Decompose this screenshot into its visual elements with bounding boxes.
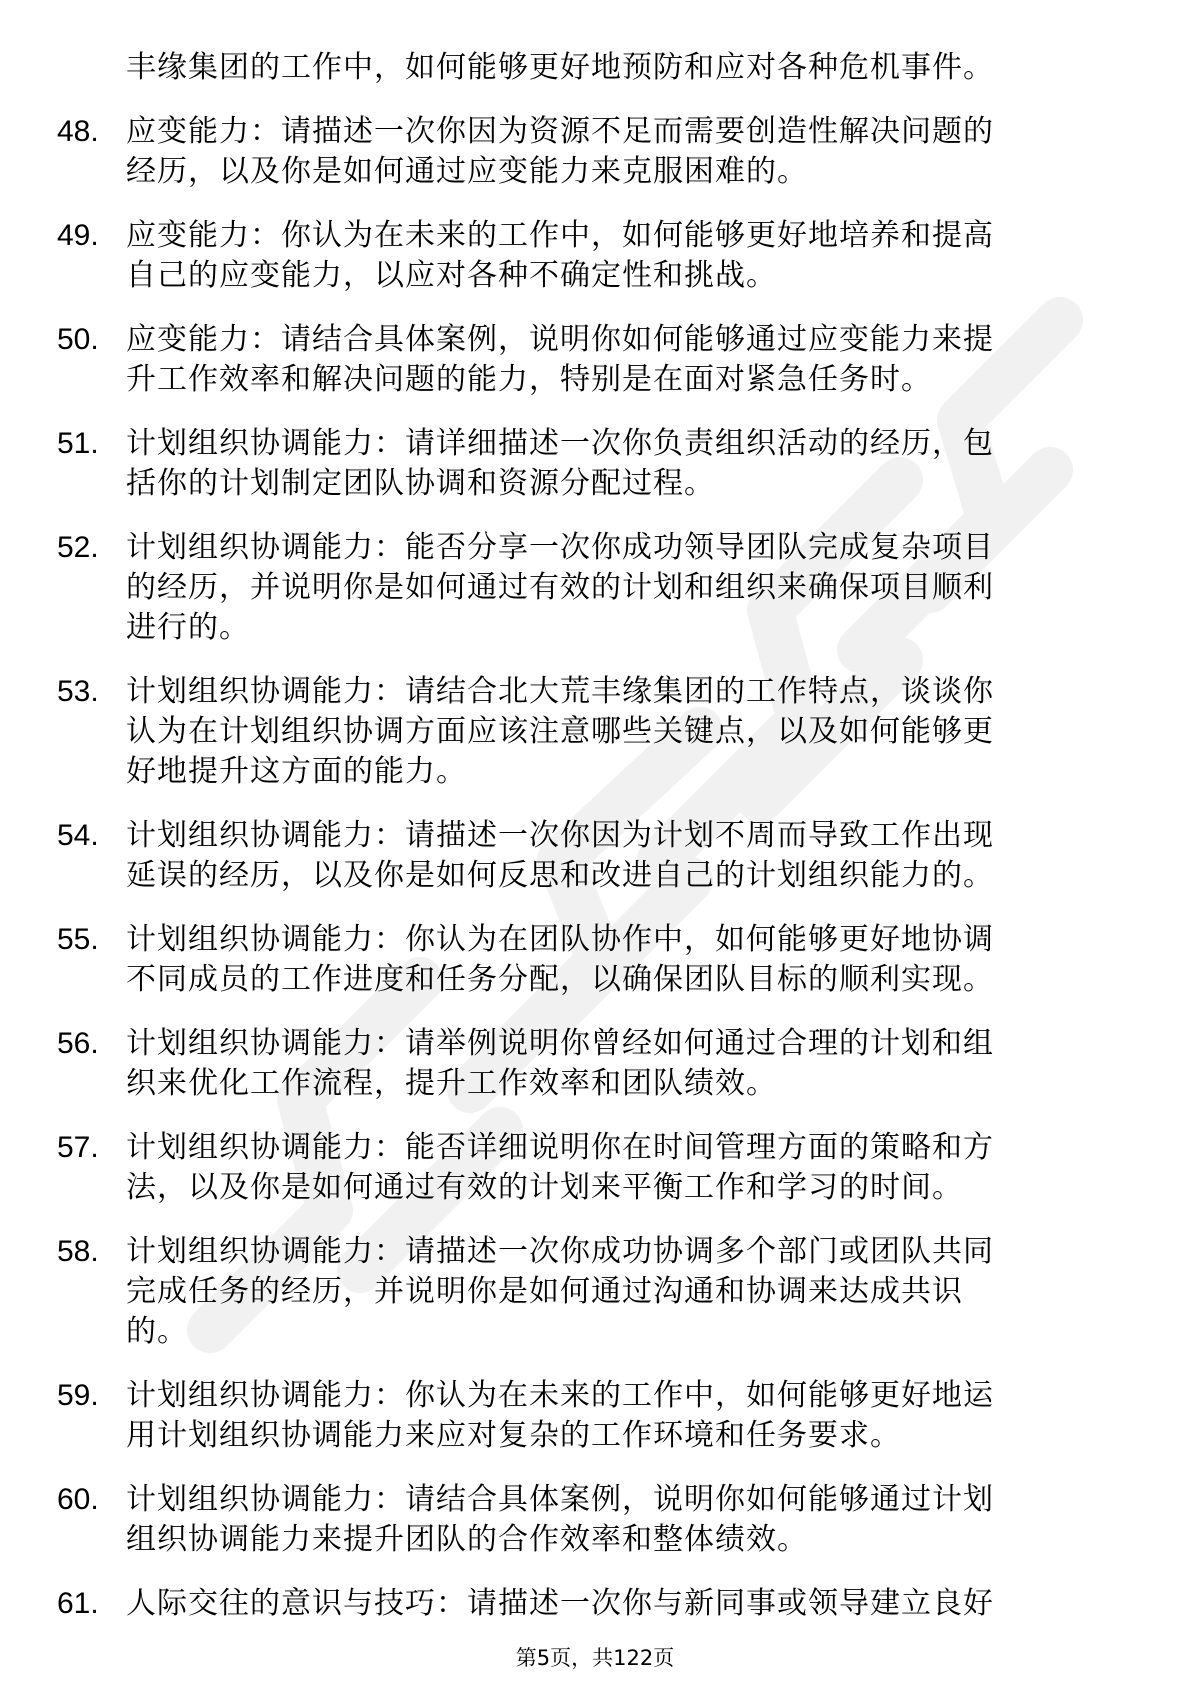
question-item (0, 216, 1190, 296)
question-text-line: 人际交往的意识与技巧：请描述一次你与新同事或领导建立良好 (126, 1586, 994, 1621)
question-number: 53. (57, 675, 99, 708)
question-item (0, 1232, 1190, 1352)
question-text-line: 计划组织协调能力：请结合北大荒丰缘集团的工作特点，谈谈你 (126, 674, 994, 709)
question-number: 51. (57, 427, 99, 460)
question-text-line: 应变能力：你认为在未来的工作中，如何能够更好地培养和提高 (126, 218, 994, 253)
question-text-line: 应变能力：请结合具体案例，说明你如何能够通过应变能力来提 (126, 322, 994, 357)
question-item (0, 1584, 1190, 1624)
continuation-line: 丰缘集团的工作中，如何能够更好地预防和应对各种危机事件。 (126, 50, 994, 85)
question-text-line: 延误的经历，以及你是如何反思和改进自己的计划组织能力的。 (126, 858, 994, 893)
question-text-line: 组织协调能力来提升团队的合作效率和整体绩效。 (126, 1522, 808, 1557)
question-number: 55. (57, 923, 99, 956)
question-text-line: 括你的计划制定团队协调和资源分配过程。 (126, 466, 715, 501)
question-number: 50. (57, 323, 99, 356)
question-number: 60. (57, 1483, 99, 1516)
question-text-line: 计划组织协调能力：你认为在团队协作中，如何能够更好地协调 (126, 922, 994, 957)
question-text-line: 经历，以及你是如何通过应变能力来克服困难的。 (126, 154, 808, 189)
question-list (0, 48, 1190, 1624)
question-text-line: 计划组织协调能力：能否详细说明你在时间管理方面的策略和方 (126, 1130, 994, 1165)
question-item (0, 672, 1190, 792)
question-text-line: 进行的。 (126, 610, 250, 645)
question-text-line: 计划组织协调能力：请举例说明你曾经如何通过合理的计划和组 (126, 1026, 994, 1061)
question-text-line: 计划组织协调能力：请描述一次你因为计划不周而导致工作出现 (126, 818, 994, 853)
question-number: 57. (57, 1131, 99, 1164)
question-item (0, 816, 1190, 896)
question-number: 56. (57, 1027, 99, 1060)
question-number: 49. (57, 219, 99, 252)
question-number: 58. (57, 1235, 99, 1268)
question-text-line: 计划组织协调能力：请详细描述一次你负责组织活动的经历，包 (126, 426, 994, 461)
question-item (0, 1376, 1190, 1456)
question-item (0, 528, 1190, 648)
question-number: 54. (57, 819, 99, 852)
question-item (0, 1480, 1190, 1560)
question-item (0, 424, 1190, 504)
question-item (0, 920, 1190, 1000)
question-item (0, 1024, 1190, 1104)
question-text-line: 计划组织协调能力：你认为在未来的工作中，如何能够更好地运 (126, 1378, 994, 1413)
question-item (0, 320, 1190, 400)
question-text-line: 的。 (126, 1314, 188, 1349)
question-number: 59. (57, 1379, 99, 1412)
question-number: 52. (57, 531, 99, 564)
question-text-line: 自己的应变能力，以应对各种不确定性和挑战。 (126, 258, 777, 293)
question-number: 48. (57, 115, 99, 148)
question-text-line: 用计划组织协调能力来应对复杂的工作环境和任务要求。 (126, 1418, 901, 1453)
question-text-line: 计划组织协调能力：请描述一次你成功协调多个部门或团队共同 (126, 1234, 994, 1269)
question-text-line: 认为在计划组织协调方面应该注意哪些关键点，以及如何能够更 (126, 714, 994, 749)
question-text-line: 完成任务的经历，并说明你是如何通过沟通和协调来达成共识 (126, 1274, 963, 1309)
page-footer: 第5页，共122页 (515, 1646, 675, 1670)
question-number: 61. (57, 1587, 99, 1620)
question-text-line: 计划组织协调能力：能否分享一次你成功领导团队完成复杂项目 (126, 530, 994, 565)
question-text-line: 升工作效率和解决问题的能力，特别是在面对紧急任务时。 (126, 362, 932, 397)
question-text-line: 织来优化工作流程，提升工作效率和团队绩效。 (126, 1066, 777, 1101)
question-text-line: 的经历，并说明你是如何通过有效的计划和组织来确保项目顺利 (126, 570, 994, 605)
question-text-line: 法，以及你是如何通过有效的计划来平衡工作和学习的时间。 (126, 1170, 963, 1205)
question-text-line: 好地提升这方面的能力。 (126, 754, 467, 789)
question-text-line: 计划组织协调能力：请结合具体案例，说明你如何能够通过计划 (126, 1482, 994, 1517)
question-item (0, 112, 1190, 192)
question-text-line: 不同成员的工作进度和任务分配，以确保团队目标的顺利实现。 (126, 962, 994, 997)
question-text-line: 应变能力：请描述一次你因为资源不足而需要创造性解决问题的 (126, 114, 994, 149)
question-item (0, 1128, 1190, 1208)
